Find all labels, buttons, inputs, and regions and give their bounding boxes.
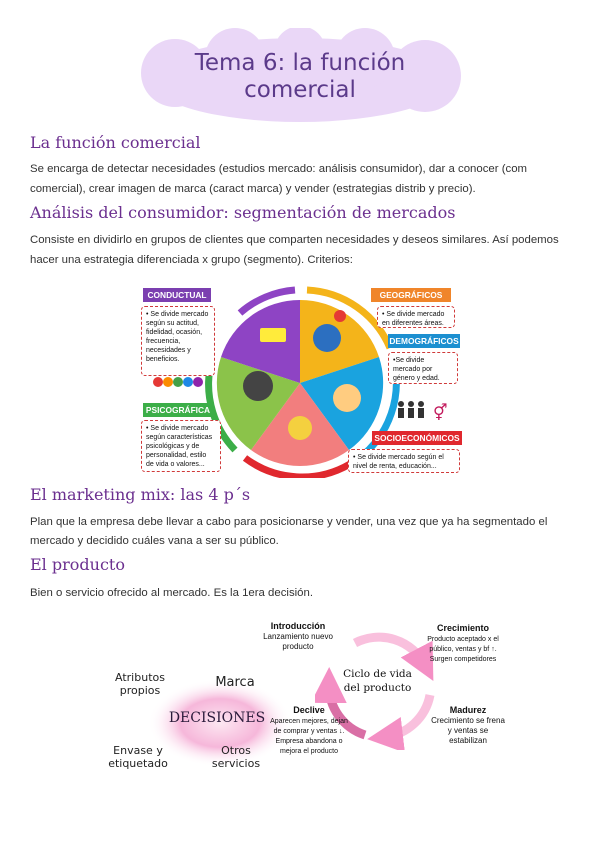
- decisiones-center: DECISIONES: [168, 710, 266, 726]
- ciclo-declive-title: Declive: [293, 705, 325, 715]
- ciclo-crecimiento-text: Producto aceptado x el público, ventas y bf ↑. Surgen competidores: [427, 636, 499, 663]
- decision-marca: Marca: [215, 675, 255, 690]
- box-conductual: • Se divide mercado según su actitud, fidelidad, ocasión, frecuencia, necesidades y beneficios.: [141, 306, 215, 376]
- decision-atributos: Atributos propios: [115, 671, 165, 697]
- paragraph-funcion-line1: Se encarga de detectar necesidades (estudios mercado: análisis consumidor), dar a conocer (com: [30, 163, 528, 175]
- ciclo-introduccion-title: Introducción: [270, 621, 326, 631]
- decision-otros: Otros servicios: [211, 744, 261, 770]
- ciclo-madurez-text: Crecimiento se frena y ventas se estabilizan: [431, 716, 505, 745]
- heading-analisis: Análisis del consumidor: segmentación de mercados: [30, 203, 456, 222]
- heading-funcion-comercial: La función comercial: [30, 133, 201, 152]
- paragraph-analisis-line2: hacer una estrategia diferenciada x grupo (segmento). Criterios:: [30, 254, 353, 266]
- ciclo-introduccion-text: Lanzamiento nuevo producto: [263, 632, 333, 651]
- paragraph-funcion-line2: comercial), crear imagen de marca (caract marca) y vender (estrategias distrib y precio).: [30, 183, 476, 195]
- paragraph-analisis-line1: Consiste en dividirlo en grupos de clientes que comparten necesidades y deseos similares. Así podemos: [30, 234, 559, 246]
- ciclo-declive-text: Aparecen mejores, dejan de comprar y ventas ↓. Empresa abandona o mejora el producto: [270, 718, 348, 755]
- ciclo-crecimiento-title: Crecimiento: [436, 623, 489, 633]
- tag-psicografica: PSICOGRÁFICA: [143, 403, 213, 417]
- ciclo-center: Ciclo de vida del producto: [343, 668, 412, 694]
- heading-marketing-mix: El marketing mix: las 4 p´s: [30, 485, 251, 504]
- box-socioeconomicos: • Se divide mercado según el nivel de renta, educación...: [348, 449, 460, 473]
- page-title: Tema 6: la función comercial: [194, 50, 406, 103]
- decision-envase: Envase y etiquetado: [108, 744, 168, 770]
- paragraph-producto: Bien o servicio ofrecido al mercado. Es la 1era decisión.: [30, 587, 314, 599]
- box-psicografica: • Se divide mercado según características psicológicas y de personalidad, estilo de vida o valores...: [141, 420, 221, 472]
- heading-producto: El producto: [30, 555, 125, 574]
- ciclo-madurez-title: Madurez: [449, 705, 487, 715]
- tag-socioeconomicos: SOCIOECONÓMICOS: [372, 431, 462, 445]
- svg-text:⚥: ⚥: [433, 403, 448, 422]
- tag-geograficos: GEOGRÁFICOS: [371, 288, 451, 302]
- box-geograficos: • Se divide mercado en diferentes áreas.: [377, 306, 455, 328]
- tag-demograficos: DEMOGRÁFICOS: [389, 336, 459, 346]
- paragraph-marketing-line2: mercado y decidido cuáles vana a ser su público.: [30, 535, 279, 547]
- box-demograficos: •Se divide mercado por género y edad.: [388, 352, 458, 384]
- tag-conductual: CONDUCTUAL: [143, 288, 211, 302]
- paragraph-marketing-line1: Plan que la empresa debe llevar a cabo para posicionarse y vender, una vez que ya ha segmentado el: [30, 516, 548, 528]
